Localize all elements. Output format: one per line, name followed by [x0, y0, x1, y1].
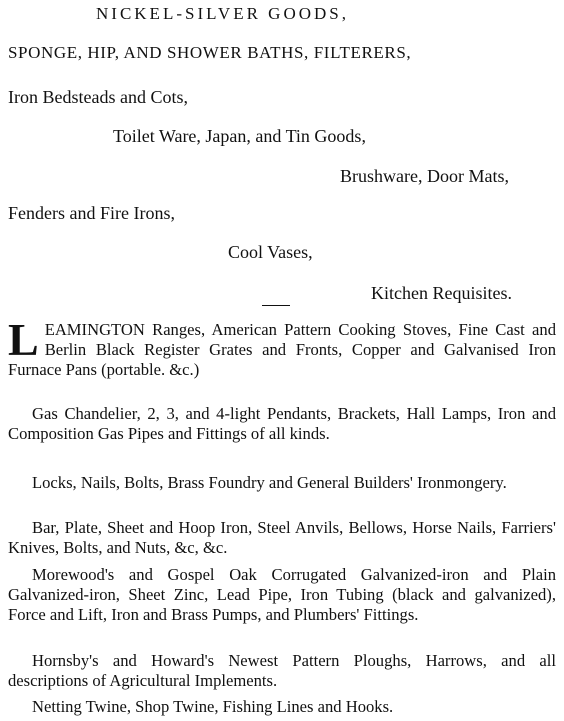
item-brushware: Brushware, Door Mats,	[340, 166, 509, 186]
paragraph-ranges-text: EAMINGTON Ranges, American Pattern Cooking Stoves, Fine Cast and Berlin Black Register Grates and Fronts, Copper and Galvanised Iron Furnace Pans (portable. &c.)	[8, 320, 556, 379]
section-divider	[262, 305, 290, 306]
paragraph-locks: Locks, Nails, Bolts, Brass Foundry and General Builders' Ironmongery.	[32, 473, 507, 492]
paragraph-bar-iron: Bar, Plate, Sheet and Hoop Iron, Steel Anvils, Bellows, Horse Nails, Farriers' Knives, Bolts, and Nuts, &c, &c.	[8, 518, 556, 557]
item-kitchen-requisites: Kitchen Requisites.	[371, 283, 512, 303]
drop-cap: L	[8, 314, 39, 365]
item-bedsteads: Iron Bedsteads and Cots,	[8, 87, 188, 107]
paragraph-corrugated: Morewood's and Gospel Oak Corrugated Galvanized-iron and Plain Galvanized-iron, Sheet Zinc, Lead Pipe, Iron Tubing (black and galvanized), Force and Lift, Iron and Brass Pumps, and Plumbers' Fittings.	[8, 565, 556, 624]
paragraph-twine: Netting Twine, Shop Twine, Fishing Lines and Hooks.	[32, 697, 394, 716]
item-cool-vases: Cool Vases,	[228, 242, 313, 262]
paragraph-ploughs: Hornsby's and Howard's Newest Pattern Ploughs, Harrows, and all descriptions of Agricultural Implements.	[8, 651, 556, 690]
paragraph-gas: Gas Chandelier, 2, 3, and 4-light Pendants, Brackets, Hall Lamps, Iron and Composition Gas Pipes and Fittings of all kinds.	[8, 404, 556, 443]
item-toilet-ware: Toilet Ware, Japan, and Tin Goods,	[113, 126, 366, 146]
paragraph-ranges	[8, 314, 556, 380]
item-fenders: Fenders and Fire Irons,	[8, 203, 175, 223]
heading-nickel-silver-goods: NICKEL-SILVER GOODS,	[96, 4, 349, 23]
heading-baths: SPONGE, HIP, AND SHOWER BATHS, FILTERERS,	[8, 43, 412, 62]
